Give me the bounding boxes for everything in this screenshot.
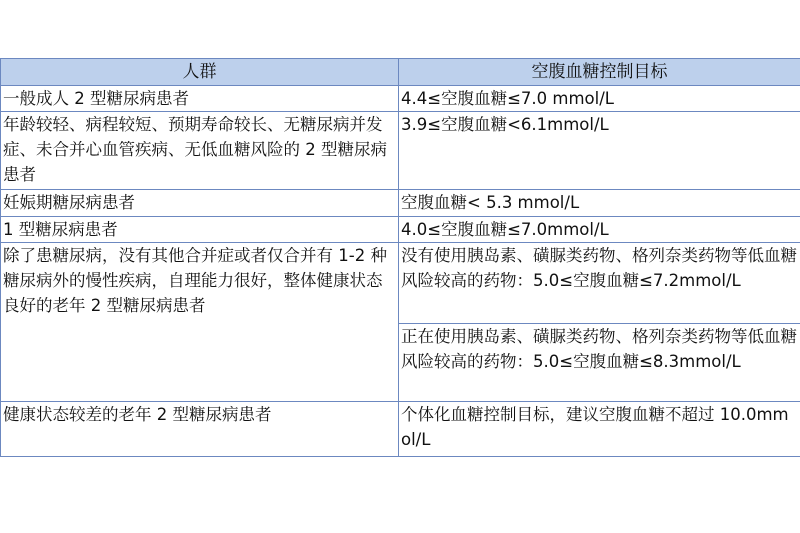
target-cell: 4.0≤空腹血糖≤7.0mmol/L xyxy=(399,217,800,243)
table-row xyxy=(1,86,800,112)
population-cell: 健康状态较差的老年 2 型糖尿病患者 xyxy=(1,402,399,457)
population-cell: 年龄较轻、病程较短、预期寿命较长、无糖尿病并发症、未合并心血管疾病、无低血糖风险的 2 型糖尿病患者 xyxy=(1,112,399,190)
table-row xyxy=(1,112,800,190)
table-row xyxy=(1,190,800,217)
target-cell: 3.9≤空腹血糖<6.1mmol/L xyxy=(399,112,800,190)
table-row xyxy=(1,217,800,243)
table-row xyxy=(1,402,800,457)
header-target: 空腹血糖控制目标 xyxy=(399,59,800,86)
header-population: 人群 xyxy=(1,59,399,86)
glucose-target-table xyxy=(0,58,800,457)
target-cell: 个体化血糖控制目标，建议空腹血糖不超过 10.0mmol/L xyxy=(399,402,800,457)
population-cell: 除了患糖尿病，没有其他合并症或者仅合并有 1-2 种糖尿病外的慢性疾病，自理能力很好，整体健康状态良好的老年 2 型糖尿病患者 xyxy=(1,243,399,402)
target-cell: 没有使用胰岛素、磺脲类药物、格列奈类药物等低血糖风险较高的药物：5.0≤空腹血糖≤7.2mmol/L xyxy=(399,243,800,324)
population-cell: 一般成人 2 型糖尿病患者 xyxy=(1,86,399,112)
table-header-row xyxy=(1,59,800,86)
target-cell: 正在使用胰岛素、磺脲类药物、格列奈类药物等低血糖风险较高的药物：5.0≤空腹血糖≤8.3mmol/L xyxy=(399,324,800,402)
target-cell: 4.4≤空腹血糖≤7.0 mmol/L xyxy=(399,86,800,112)
population-cell: 1 型糖尿病患者 xyxy=(1,217,399,243)
population-cell: 妊娠期糖尿病患者 xyxy=(1,190,399,217)
target-cell: 空腹血糖< 5.3 mmol/L xyxy=(399,190,800,217)
table-row xyxy=(1,243,800,324)
